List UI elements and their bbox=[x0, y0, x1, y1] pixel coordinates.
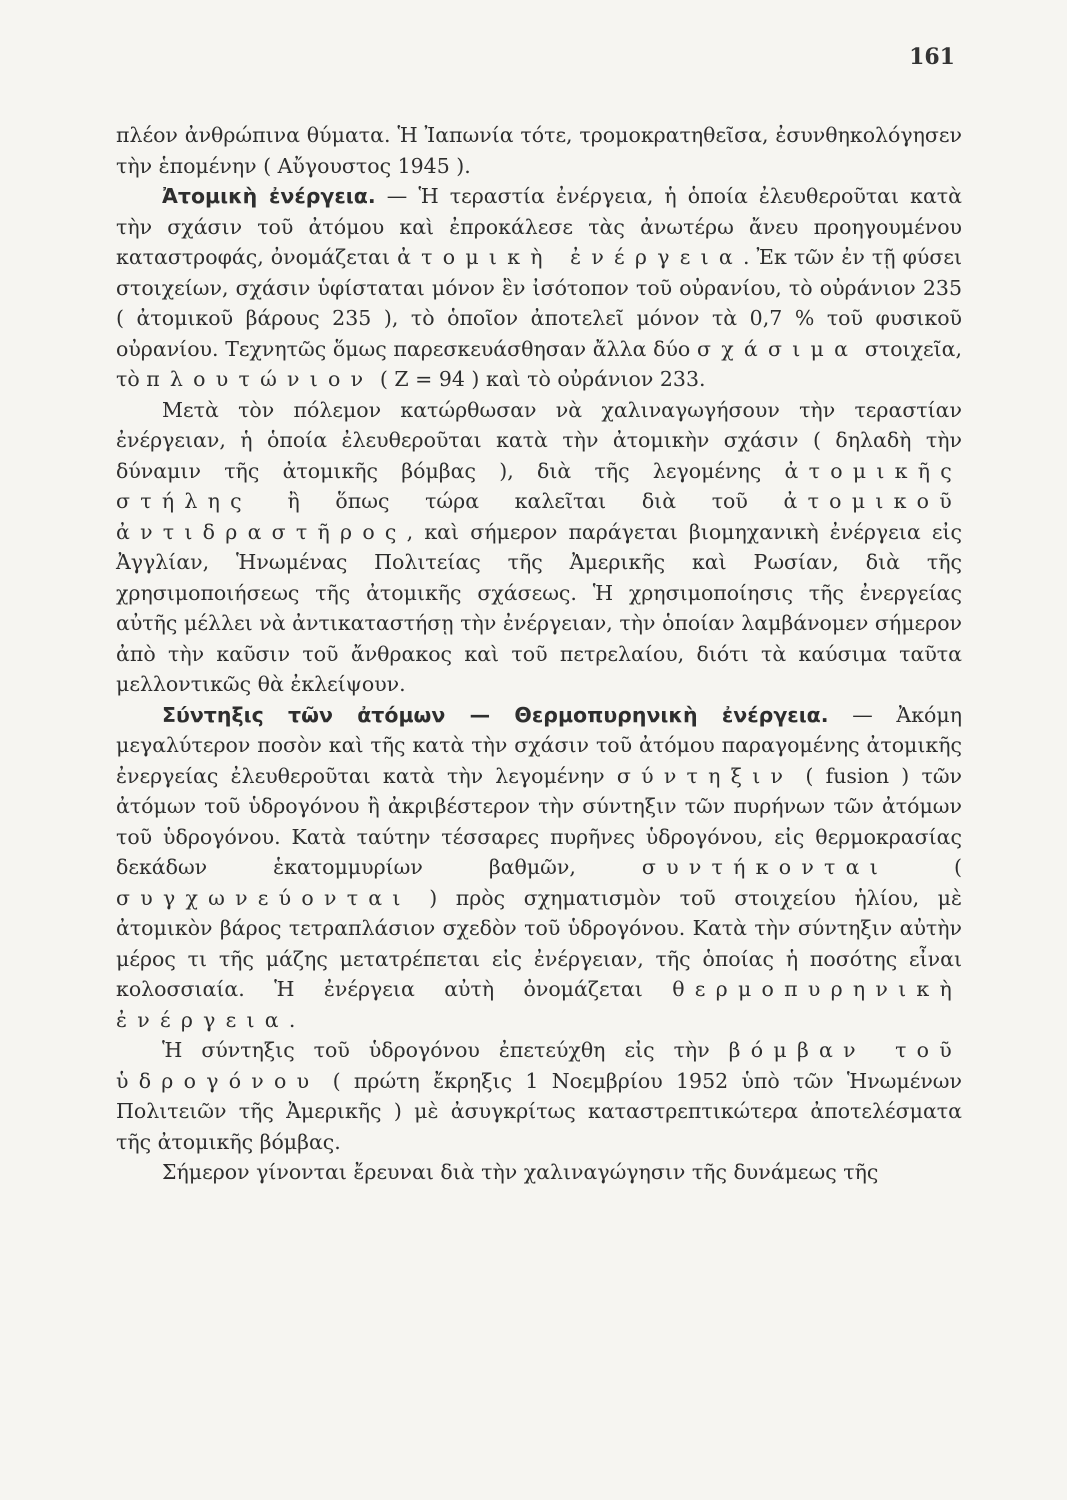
text-run: ἢ ὅπως τώρα καλεῖται διὰ τοῦ bbox=[251, 489, 784, 513]
text-run: Ἡ σύντηξις τοῦ ὑδρογόνου ἐπετεύχθη εἰς τὴν bbox=[162, 1038, 729, 1062]
text-run: — Ἡ τεραστία ἐνέργεια, ἡ ὁποία ἐλευθεροῦται κατὰ τὴν σχάσιν τοῦ ἀτόμου καὶ ἐπροκάλεσε τὰς ἀνωτέρω ἄνευ προηγουμένου καταστροφάς, ὀνομάζεται bbox=[116, 184, 962, 269]
emphasized-term: σχάσιμα bbox=[696, 336, 859, 361]
emphasized-term: θερμοπυρηνικὴ ἐνέργεια bbox=[116, 977, 962, 1032]
paragraph-p4 bbox=[116, 700, 962, 1036]
paragraph-p6 bbox=[116, 1157, 962, 1188]
text-run: . Ἐκ τῶν ἐν τῇ φύσει στοιχείων, σχάσιν ὑφίσταται μόνον ἓν ἰσότοπον τοῦ οὐρανίου, τὸ οὐράνιον 235 ( ἀτομικοῦ βάρους 235 ), τὸ ὁποῖον ἀποτελεῖ μόνον τὰ 0,7 % τοῦ φυσικοῦ οὐρανίου. Τεχνητῶς ὅμως παρεσκευάσθησαν ἄλλα δύο bbox=[116, 245, 962, 361]
emphasized-term: ἀτομικὴ ἐνέργεια bbox=[397, 245, 743, 269]
emphasized-term: βόμβαν τοῦ ὑδρογόνου bbox=[116, 1038, 962, 1093]
body-text bbox=[116, 120, 962, 1188]
text-run: ) πρὸς σχηματισμὸν τοῦ στοιχείου ἡλίου, μὲ ἀτομικὸν βάρος τετραπλάσιον σχεδὸν τοῦ ὑδρογόνου. Κατὰ τὴν σύντηξιν αὐτὴν μέρος τι τῆς μάζης μετατρέπεται εἰς ἐνέργειαν, τῆς ὁποίας ἡ ποσότης εἶναι κολοσσιαία. Ἡ ἐνέργεια αὐτὴ ὀνομάζεται bbox=[116, 885, 962, 1001]
text-run: ( bbox=[888, 855, 962, 879]
text-run: ( Z = 94 ) καὶ τὸ οὐράνιον 233. bbox=[373, 367, 706, 391]
text-run: στοιχεῖα, τὸ bbox=[116, 336, 963, 391]
emphasized-term: ἀτομικοῦ ἀντιδραστῆρος bbox=[116, 489, 962, 544]
page-number: 161 bbox=[909, 44, 955, 70]
emphasized-term: συγχωνεύονται bbox=[116, 885, 411, 910]
emphasized-term: συντήκονται bbox=[641, 855, 889, 879]
text-run: — Ἀκόμη μεγαλύτερον ποσὸν καὶ τῆς κατὰ τὴν σχάσιν τοῦ ἀτόμου παραγομένης ἀτομικῆς ἐνεργείας ἐλευθεροῦται κατὰ τὴν λεγομένην bbox=[116, 702, 962, 788]
section-heading: Ἀτομικὴ ἐνέργεια. bbox=[162, 184, 376, 208]
text-run: , καὶ σήμερον παράγεται βιομηχανικὴ ἐνέργεια εἰς Ἀγγλίαν, Ἡνωμένας Πολιτείας τῆς Ἀμερικῆς καὶ Ρωσίαν, διὰ τῆς χρησιμοποιήσεως τῆς ἀτομικῆς σχάσεως. Ἡ χρησιμοποίησις τῆς ἐνεργείας αὐτῆς μέλλει νὰ ἀντικαταστήσῃ τὴν ἐνέργειαν, τὴν ὁποίαν λαμβάνομεν σήμερον ἀπὸ τὴν καῦσιν τοῦ ἄνθρακος καὶ τοῦ πετρελαίου, διότι τὰ καύσιμα ταῦτα μελλοντικῶς θὰ ἐκλείψουν. bbox=[116, 519, 962, 696]
paragraph-p3 bbox=[116, 395, 962, 700]
emphasized-term: σύντηξιν bbox=[616, 763, 794, 788]
paragraph-p5 bbox=[116, 1035, 962, 1157]
text-run: πλέον ἀνθρώπινα θύματα. Ἡ Ἰαπωνία τότε, τρομοκρατηθεῖσα, ἐσυνθηκολόγησεν τὴν ἑπομένην ( Αὔγουστος 1945 ). bbox=[116, 123, 962, 178]
section-heading: Σύντηξις τῶν ἀτόμων — Θερμοπυρηνικὴ ἐνέργεια. bbox=[162, 702, 829, 727]
emphasized-term: πλουτώνιον bbox=[146, 367, 374, 391]
paragraph-p1 bbox=[116, 120, 962, 181]
emphasized-term: ἀτομικῆς στήλης bbox=[116, 458, 962, 513]
text-run: ( fusion ) τῶν ἀτόμων τοῦ ὑδρογόνου ἢ ἀκριβέστερον τὴν σύντηξιν τῶν πυρήνων τῶν ἀτόμων τοῦ ὑδρογόνου. Κατὰ ταύτην τέσσαρες πυρῆνες ὑδρογόνου, εἰς θερμοκρασίας δεκάδων ἑκατομμυρίων βαθμῶν, bbox=[116, 763, 962, 879]
text-run: ( πρώτη ἔκρηξις 1 Νοεμβρίου 1952 ὑπὸ τῶν Ἡνωμένων Πολιτειῶν τῆς Ἀμερικῆς ) μὲ ἀσυγκρίτως καταστρεπτικώτερα ἀποτελέσματα τῆς ἀτομικῆς βόμβας. bbox=[116, 1068, 962, 1154]
text-run: Σήμερον γίνονται ἔρευναι διὰ τὴν χαλιναγώγησιν τῆς δυνάμεως τῆς bbox=[162, 1160, 879, 1184]
text-run: Μετὰ τὸν πόλεμον κατώρθωσαν νὰ χαλιναγωγήσουν τὴν τεραστίαν ἐνέργειαν, ἡ ὁποία ἐλευθεροῦται κατὰ τὴν ἀτομικὴν σχάσιν ( δηλαδὴ τὴν δύναμιν τῆς ἀτομικῆς βόμβας ), διὰ τῆς λεγομένης bbox=[116, 397, 962, 483]
text-run: . bbox=[288, 1007, 296, 1032]
paragraph-p2 bbox=[116, 181, 962, 395]
